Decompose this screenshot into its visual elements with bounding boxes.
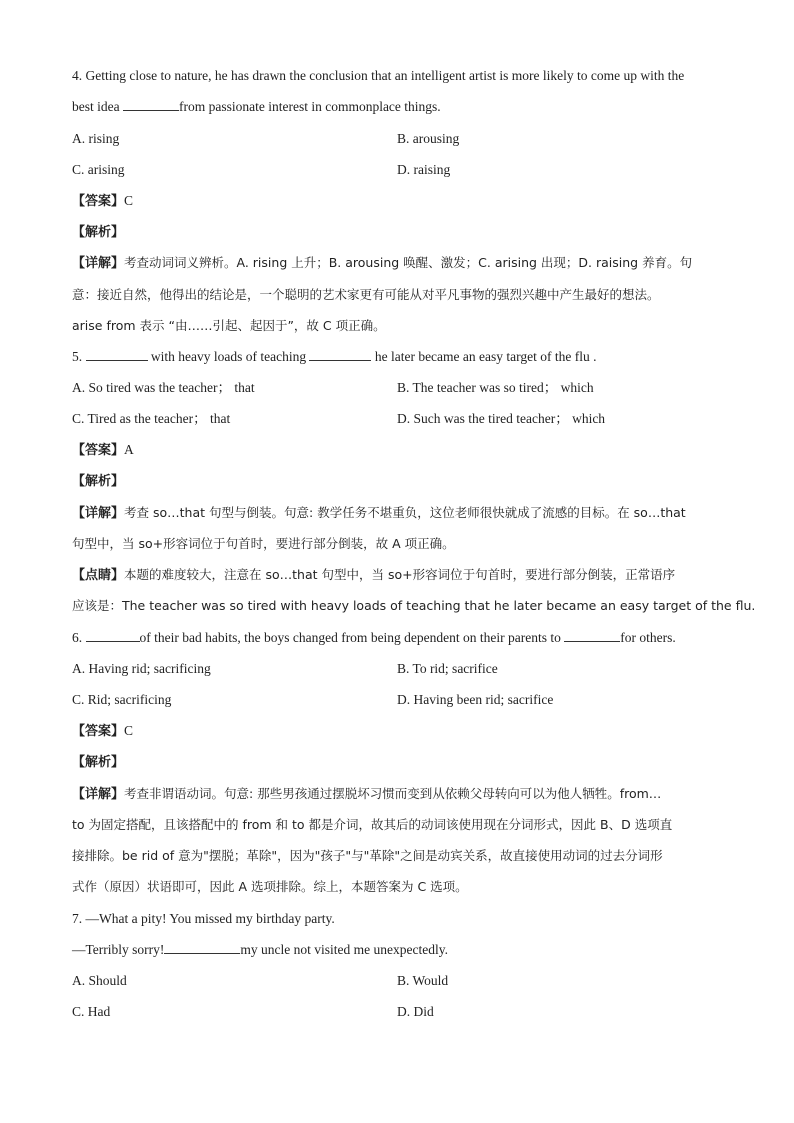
q4-stem-line2: [72, 98, 441, 116]
q4-detail-line2: 意：接近自然，他得出的结论是，一个聪明的艺术家更有可能从对平凡事物的强烈兴趣中产生最好的想法。: [72, 287, 660, 302]
answer-label: 【答案】: [72, 443, 125, 458]
q5-blank-2: [309, 348, 371, 361]
detail-label: 【详解】: [72, 256, 125, 271]
q6-answer-value: C: [124, 723, 134, 738]
q5-answer-value: A: [124, 442, 134, 457]
q6-stem: [72, 629, 676, 647]
q5-stem-end: he later became an easy target of the flu .: [371, 349, 597, 364]
q4-answer: [72, 192, 133, 211]
q7-stem-pre: —Terribly sorry!: [72, 942, 165, 957]
q6-option-c: C. Rid; sacrificing: [72, 692, 172, 707]
answer-label: 【答案】: [72, 724, 125, 739]
q5-answer: [72, 441, 134, 460]
q7-option-d: D. Did: [397, 1004, 434, 1019]
q4-option-c: C. arising: [72, 162, 125, 177]
q6-detail-text1: 考查非谓语动词。句意: 那些男孩通过摆脱坏习惯而变到从依赖父母转向可以为他人牺牲。from…: [124, 786, 662, 801]
q4-blank: [123, 98, 179, 111]
analysis-label: 【解析】: [72, 755, 125, 770]
analysis-label: 【解析】: [72, 225, 125, 240]
q4-analysis: [72, 223, 124, 242]
q6-detail-line3: 接排除。be rid of 意为"摆脱；革除"，因为"孩子"与"革除"之间是动宾关系，故直接使用动词的过去分词形: [72, 848, 663, 863]
q4-answer-value: C: [124, 193, 134, 208]
q5-stem: [72, 348, 597, 366]
q5-detail-line2: 句型中，当 so+形容词位于句首时，要进行部分倒装，故 A 项正确。: [72, 536, 455, 551]
q4-detail-line1: [72, 254, 692, 273]
q6-stem-mid: of their bad habits, the boys changed from being dependent on their parents to: [139, 630, 565, 645]
detail-label: 【详解】: [72, 787, 125, 802]
detail-label: 【详解】: [72, 506, 125, 521]
q6-option-d: D. Having been rid; sacrifice: [397, 692, 554, 707]
q4-detail-line3: arise from 表示 “由……引起、起因于”，故 C 项正确。: [72, 318, 386, 333]
q5-option-a: A. So tired was the teacher； that: [72, 380, 255, 395]
q5-point-line2: 应该是：The teacher was so tired with heavy loads of teaching that he later became an easy target of the flu.: [72, 598, 756, 613]
q5-option-c: C. Tired as the teacher； that: [72, 411, 231, 426]
q6-option-a: A. Having rid; sacrificing: [72, 661, 211, 676]
q6-detail-line1: [72, 785, 661, 804]
q6-blank-2: [564, 629, 620, 642]
q5-analysis: [72, 472, 124, 491]
q7-option-a: A. Should: [72, 973, 127, 988]
answer-label: 【答案】: [72, 194, 125, 209]
q7-option-b: B. Would: [397, 973, 449, 988]
q6-number: 6.: [72, 630, 86, 645]
q7-blank: [164, 941, 240, 954]
q5-option-d: D. Such was the tired teacher； which: [397, 411, 606, 426]
q6-analysis: [72, 753, 124, 772]
q4-option-b: B. arousing: [397, 131, 460, 146]
q6-option-b: B. To rid; sacrifice: [397, 661, 498, 676]
q7-stem-line2: [72, 941, 448, 959]
q7-stem-line1: 7. —What a pity! You missed my birthday party.: [72, 911, 335, 926]
q4-option-d: D. raising: [397, 162, 451, 177]
point-label: 【点睛】: [72, 568, 125, 583]
q5-stem-mid: with heavy loads of teaching: [147, 349, 310, 364]
q4-detail-text1: 考查动词词义辨析。A. rising 上升；B. arousing 唤醒、激发；C. arising 出现；D. raising 养育。句: [124, 255, 693, 270]
q5-point-line1: [72, 566, 675, 585]
q6-answer: [72, 722, 133, 741]
q5-detail-text1: 考查 so…that 句型与倒装。句意: 教学任务不堪重负，这位老师很快就成了流感的目标。在 so…that: [124, 505, 686, 520]
q4-option-a: A. rising: [72, 131, 120, 146]
q6-detail-line4: 式作（原因）状语即可，因此 A 选项排除。综上，本题答案为 C 选项。: [72, 879, 468, 894]
q4-stem-line1: 4. Getting close to nature, he has drawn the conclusion that an intelligent artist is more likely to come up with the: [72, 68, 685, 83]
q5-number: 5.: [72, 349, 86, 364]
q5-detail-line1: [72, 504, 686, 523]
q6-detail-line2: to 为固定搭配，且该搭配中的 from 和 to 都是介词，故其后的动词该使用现在分词形式，因此 B、D 选项直: [72, 817, 673, 832]
q4-stem-post: from passionate interest in commonplace things.: [178, 99, 441, 114]
q7-stem-post: my uncle not visited me unexpectedly.: [240, 942, 448, 957]
q5-point-text1: 本题的难度较大，注意在 so…that 句型中，当 so+形容词位于句首时，要进行部分倒装，正常语序: [124, 567, 676, 582]
q6-stem-end: for others.: [620, 630, 676, 645]
q7-option-c: C. Had: [72, 1004, 111, 1019]
q5-option-b: B. The teacher was so tired； which: [397, 380, 594, 395]
q4-stem-pre: best idea: [72, 99, 123, 114]
q6-blank-1: [86, 629, 140, 642]
q5-blank-1: [86, 348, 148, 361]
analysis-label: 【解析】: [72, 474, 125, 489]
